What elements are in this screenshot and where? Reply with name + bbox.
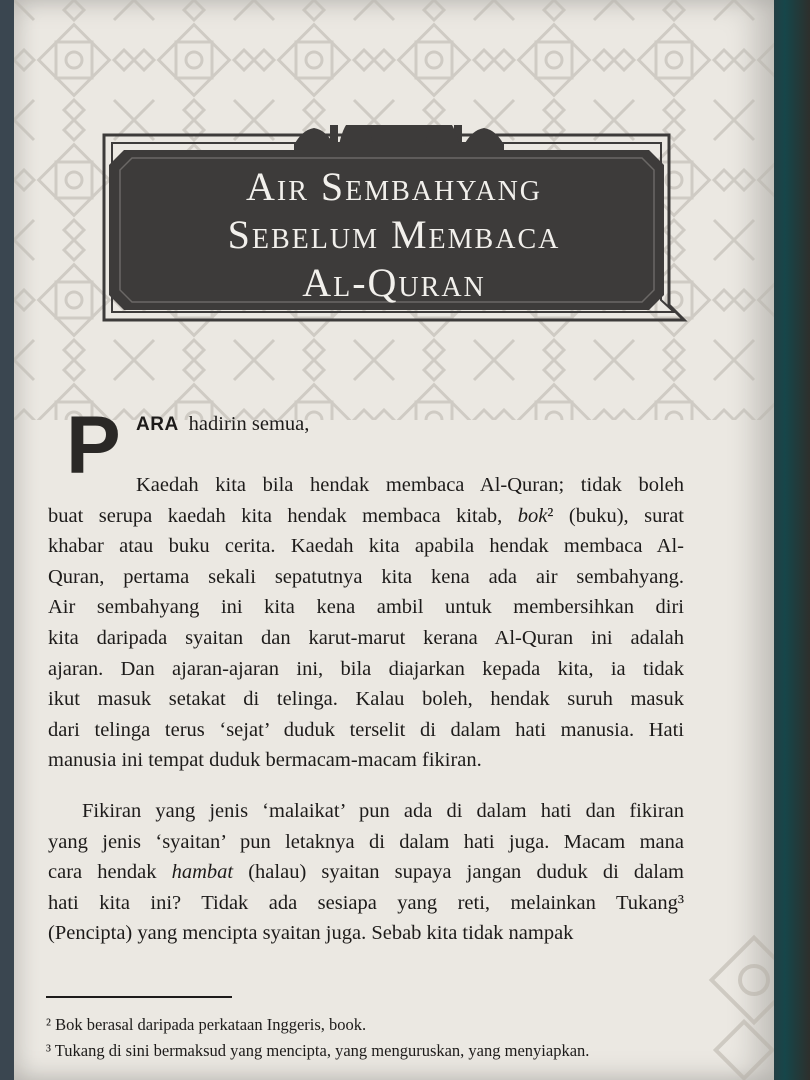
text-line: Air sembahyang ini kita kena ambil untuk membersihkan diri [48,596,684,619]
chapter-title [94,163,694,307]
text-line: Quran, pertama sekali sepatutnya kita kena ada air sembahyang. [48,565,684,588]
opening-line [136,413,309,436]
book-edge [768,0,810,1080]
text-line: manusia ini tempat duduk bermacam-macam fikiran. [48,749,482,772]
footnote-2: ² Bok berasal daripada perkataan Inggeris, book. [46,1015,367,1034]
drop-cap: P [66,400,121,491]
title-line-2: Sebelum Membaca [227,212,561,257]
footnote-divider [46,996,232,998]
text-line: hati kita ini? Tidak ada sesiapa yang reti, melainkan Tukang³ [48,891,684,914]
text-line: Kaedah kita bila hendak membaca Al-Quran; tidak boleh [136,474,684,496]
text-line: (Pencipta) yang mencipta syaitan juga. Sebab kita tidak nampak [48,922,574,945]
corner-ornament [704,930,774,1080]
opening-rest: hadirin semua, [188,413,310,435]
text-line: dari telinga terus ‘sejat’ duduk terselit di dalam hati manusia. Hati [48,718,684,741]
text-line: yang jenis ‘syaitan’ pun letaknya di dalam hati juga. Macam mana [48,830,684,853]
text-line: cara hendak hambat (halau) syaitan supaya jangan duduk di dalam [48,861,684,884]
text-line: ikut masuk setakat di telinga. Kalau boleh, hendak suruh masuk [48,688,684,711]
text-line: khabar atau buku cerita. Kaedah kita apabila hendak membaca Al- [48,535,684,558]
text-line: buat serupa kaedah kita hendak membaca kitab, bok² (buku), surat [48,504,684,527]
chapter-title-banner [94,125,694,330]
paragraph-1 [48,470,684,776]
footnotes [46,1012,696,1064]
text-line: ajaran. Dan ajaran-ajaran ini, bila diajarkan kepada kita, ia tidak [48,657,684,680]
text-line: kita daripada syaitan dan karut-marut kerana Al-Quran ini adalah [48,626,684,649]
title-line-3: Al-Quran [302,260,486,305]
footnote-3: ³ Tukang di sini bermaksud yang mencipta, yang menguruskan, yang menyiapkan. [46,1041,590,1060]
opening-caps: ARA [136,414,179,435]
paragraph-2 [48,796,684,949]
text-line: Fikiran yang jenis ‘malaikat’ pun ada di dalam hati dan fikiran [82,800,684,822]
title-line-1: Air Sembahyang [245,164,543,209]
